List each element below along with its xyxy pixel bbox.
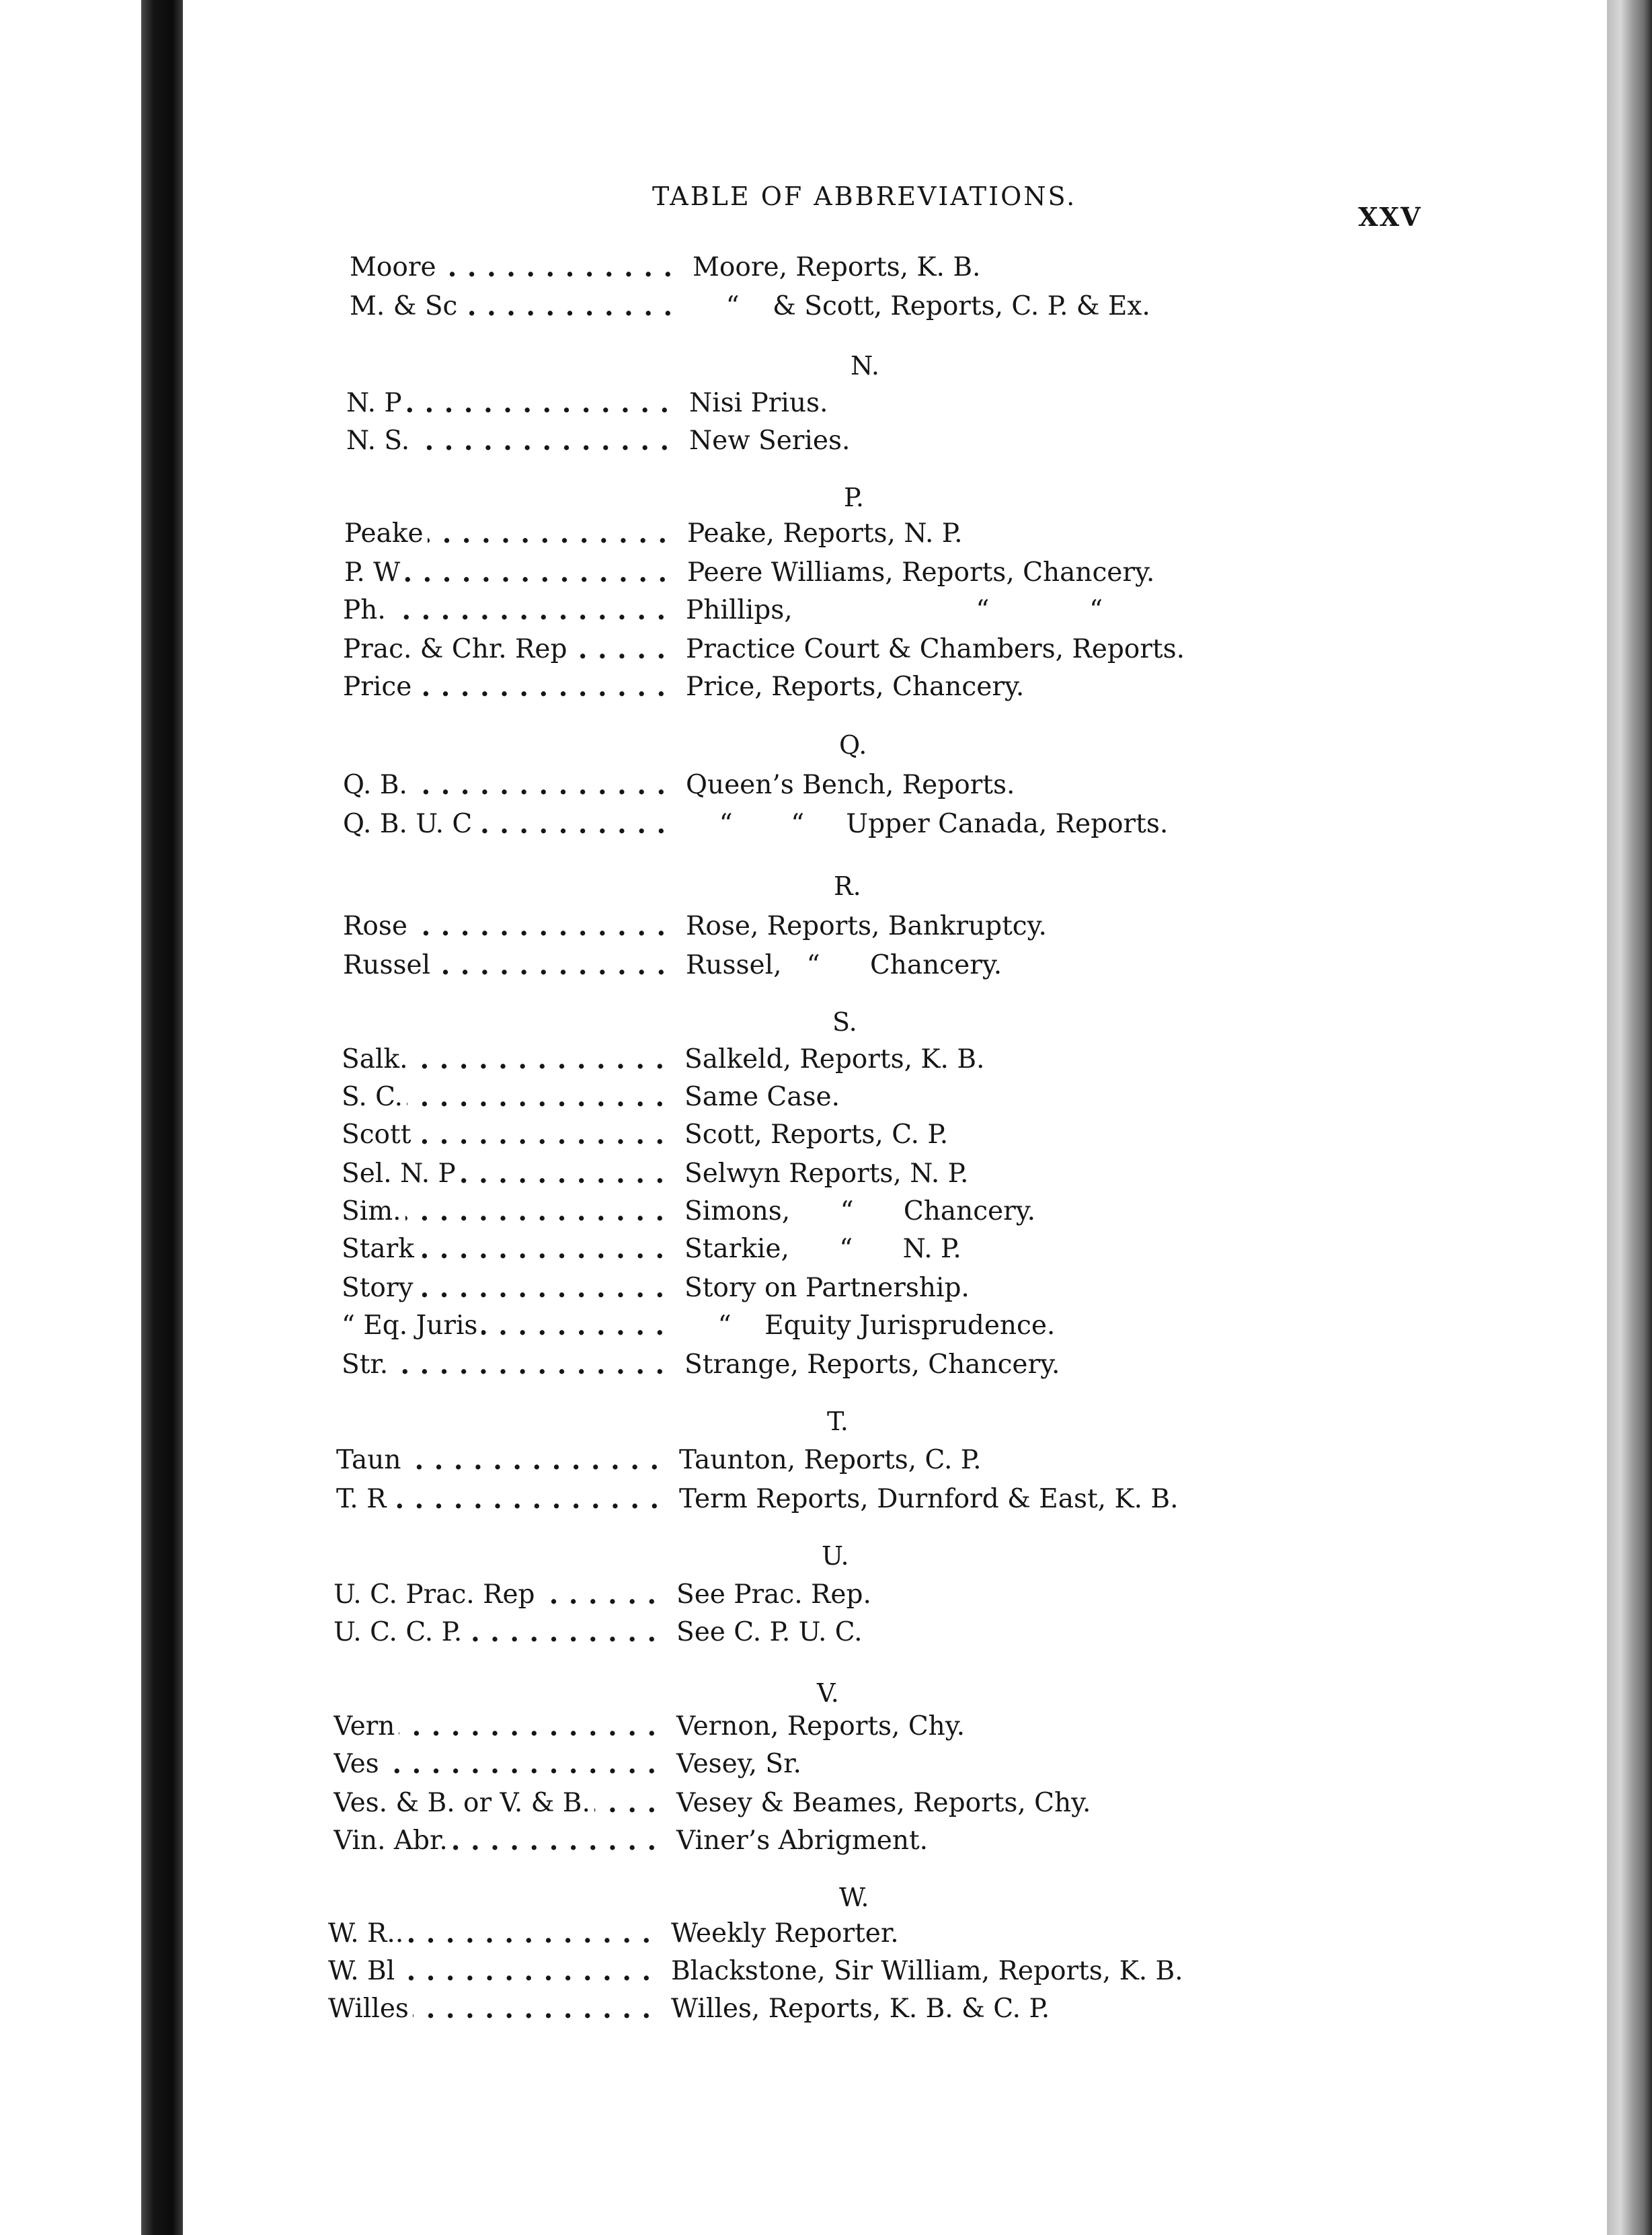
abbreviation-term	[350, 289, 679, 324]
abbreviation-term-text: Moore	[350, 252, 440, 282]
abbreviation-term	[343, 909, 672, 944]
abbreviation-meaning: Starkie, “ N. P.	[684, 1234, 961, 1264]
abbreviation-term-text: Q. B. U. C	[343, 809, 476, 839]
abbreviation-term	[342, 1232, 671, 1267]
abbreviation-term-text: Prac. & Chr. Rep	[343, 634, 571, 664]
abbreviation-term	[336, 1482, 666, 1517]
abbreviation-meaning: Phillips, “ “	[686, 595, 1103, 625]
abbreviation-term	[350, 250, 679, 285]
abbreviation-term	[343, 670, 672, 705]
abbreviation-term	[344, 555, 674, 590]
abbreviation-term	[344, 516, 674, 551]
abbreviation-term-text: Vin. Abr.	[333, 1826, 452, 1856]
abbreviation-term-text: Str.	[342, 1349, 392, 1380]
abbreviation-term-text: Taun	[336, 1445, 405, 1475]
abbreviation-term	[328, 1916, 658, 1951]
abbreviation-meaning: “ “ Upper Canada, Reports.	[686, 809, 1169, 839]
abbreviation-term	[343, 948, 672, 983]
abbreviation-meaning: Moore, Reports, K. B.	[693, 252, 981, 282]
abbreviation-term-text: Ves. & B. or V. & B.	[333, 1788, 594, 1818]
abbreviation-meaning: Taunton, Reports, C. P.	[679, 1445, 982, 1475]
abbreviation-term-text: Scott	[342, 1120, 415, 1150]
abbreviation-term	[346, 386, 676, 421]
page-number: XXV	[1358, 202, 1422, 232]
abbreviation-meaning: Queen’s Bench, Reports.	[686, 770, 1015, 800]
abbreviation-meaning: Weekly Reporter.	[671, 1918, 899, 1949]
abbreviation-meaning: Price, Reports, Chancery.	[686, 672, 1025, 702]
page-title: TABLE OF ABBREVIATIONS.	[652, 182, 1077, 211]
abbreviation-term-text: Vern	[333, 1711, 399, 1741]
abbreviation-meaning: Salkeld, Reports, K. B.	[684, 1044, 985, 1074]
abbreviation-term-text: Stark	[342, 1234, 418, 1264]
abbreviation-term-text: P. W	[344, 557, 404, 588]
abbreviation-term-text: Willes	[328, 1994, 413, 2024]
abbreviation-term	[342, 1308, 671, 1343]
abbreviation-term	[342, 1042, 671, 1077]
abbreviation-term-text: Q. B.	[343, 770, 411, 800]
abbreviation-meaning: Viner’s Abrigment.	[676, 1826, 929, 1856]
abbreviation-term	[342, 1194, 671, 1229]
abbreviation-meaning: “ & Scott, Reports, C. P. & Ex.	[693, 291, 1150, 321]
abbreviation-term	[333, 1747, 663, 1782]
abbreviation-term	[333, 1709, 663, 1744]
abbreviation-meaning: Strange, Reports, Chancery.	[684, 1349, 1060, 1380]
abbreviation-term	[328, 1992, 658, 2027]
abbreviation-term	[343, 593, 672, 628]
abbreviation-term-text: S. C.	[342, 1082, 407, 1112]
abbreviation-term	[333, 1615, 663, 1650]
abbreviation-meaning: Rose, Reports, Bankruptcy.	[686, 911, 1047, 941]
abbreviation-meaning: Peere Williams, Reports, Chancery.	[687, 557, 1155, 588]
abbreviation-meaning: Story on Partnership.	[684, 1273, 970, 1303]
abbreviation-meaning: “ Equity Jurisprudence.	[684, 1310, 1056, 1341]
abbreviation-meaning: Scott, Reports, C. P.	[684, 1120, 949, 1150]
abbreviation-meaning: See Prac. Rep.	[676, 1579, 871, 1610]
section-letter: Q.	[839, 730, 867, 760]
section-letter: S.	[832, 1007, 857, 1037]
abbreviation-term-text: Russel	[343, 950, 434, 980]
abbreviation-meaning: Russel, “ Chancery.	[686, 950, 1002, 980]
abbreviation-term	[342, 1347, 671, 1382]
abbreviation-term-text: Sim.	[342, 1196, 405, 1226]
abbreviation-meaning: Nisi Prius.	[689, 388, 828, 418]
abbreviation-meaning: Vesey & Beames, Reports, Chy.	[676, 1788, 1091, 1818]
abbreviation-term-text: N. S.	[346, 426, 414, 456]
abbreviation-term-text: W. Bl	[328, 1956, 399, 1986]
abbreviation-term-text: Story	[342, 1273, 418, 1303]
abbreviation-term	[342, 1080, 671, 1115]
section-letter: U.	[822, 1541, 849, 1571]
abbreviation-term-text: W. R..	[328, 1918, 407, 1949]
abbreviation-term	[343, 632, 672, 667]
abbreviation-term	[342, 1156, 671, 1191]
section-letter: P.	[844, 483, 864, 512]
section-letter: R.	[834, 871, 861, 901]
abbreviation-meaning: See C. P. U. C.	[676, 1617, 863, 1647]
abbreviation-term	[342, 1271, 671, 1306]
abbreviation-term-text: Price	[343, 672, 416, 702]
abbreviation-term	[333, 1786, 663, 1821]
abbreviation-meaning: Practice Court & Chambers, Reports.	[686, 634, 1185, 664]
abbreviation-meaning: Willes, Reports, K. B. & C. P.	[671, 1994, 1050, 2024]
section-letter: V.	[817, 1678, 839, 1708]
abbreviation-term	[333, 1824, 663, 1858]
abbreviation-meaning: Peake, Reports, N. P.	[687, 518, 963, 549]
abbreviation-term-text: Peake	[344, 518, 428, 549]
abbreviation-meaning: Same Case.	[684, 1082, 840, 1112]
abbreviation-term	[343, 807, 672, 842]
section-letter: N.	[851, 351, 879, 381]
abbreviation-term-text: Salk.	[342, 1044, 411, 1074]
abbreviation-meaning: Selwyn Reports, N. P.	[684, 1159, 969, 1189]
abbreviation-term-text: Ves	[333, 1749, 383, 1779]
abbreviation-term-text: Ph.	[343, 595, 390, 625]
abbreviation-term-text: M. & Sc	[350, 291, 461, 321]
abbreviation-term-text: “ Eq. Juris	[342, 1310, 481, 1341]
section-letter: T.	[827, 1407, 849, 1436]
abbreviation-meaning: Simons, “ Chancery.	[684, 1196, 1036, 1226]
section-letter: W.	[839, 1883, 869, 1912]
abbreviation-term-text: Rose	[343, 911, 411, 941]
abbreviation-meaning: Blackstone, Sir William, Reports, K. B.	[671, 1956, 1183, 1986]
abbreviation-meaning: Vernon, Reports, Chy.	[676, 1711, 966, 1741]
abbreviation-term	[333, 1577, 663, 1612]
abbreviation-term-text: Sel. N. P	[342, 1159, 460, 1189]
abbreviation-meaning: Term Reports, Durnford & East, K. B.	[679, 1484, 1179, 1514]
abbreviation-term-text: N. P	[346, 388, 406, 418]
abbreviation-term-text: U. C. Prac. Rep	[333, 1579, 539, 1610]
abbreviation-term-text: U. C. C. P.	[333, 1617, 466, 1647]
abbreviation-term	[346, 424, 676, 459]
abbreviation-meaning: Vesey, Sr.	[676, 1749, 801, 1779]
abbreviation-meaning: New Series.	[689, 426, 851, 456]
abbreviation-term	[328, 1954, 658, 1989]
abbreviation-term	[336, 1443, 666, 1478]
abbreviation-term-text: T. R	[336, 1484, 390, 1514]
abbreviation-term	[343, 768, 672, 803]
abbreviation-term	[342, 1118, 671, 1152]
